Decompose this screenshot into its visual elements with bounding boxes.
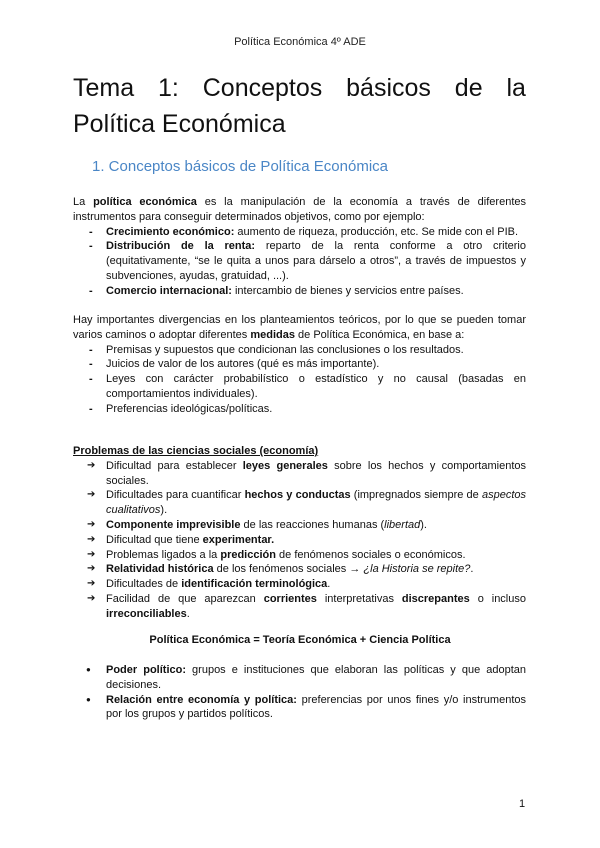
list-item: ● Poder político: grupos e instituciones que elaboran las políticas y que adoptan decisiones. <box>73 663 526 693</box>
list-item: - Comercio internacional: intercambio de bienes y servicios entre países. <box>73 284 526 299</box>
intro-block <box>73 195 526 299</box>
list-item: ➔ Dificultades de identificación terminológica. <box>73 577 526 592</box>
objectives-list <box>73 225 526 299</box>
problems-block <box>73 444 526 622</box>
title-word: básicos <box>346 74 431 102</box>
list-item: ➔ Problemas ligados a la predicción de fenómenos sociales o económicos. <box>73 548 526 563</box>
list-item: ➔ Componente imprevisible de las reacciones humanas (libertad). <box>73 518 526 533</box>
list-item: ➔ Dificultad que tiene experimentar. <box>73 533 526 548</box>
list-item: ● Relación entre economía y política: preferencias por unos fines y/o instrumentos por los grupos y partidos políticos. <box>73 693 526 723</box>
list-item: - Preferencias ideológicas/políticas. <box>73 402 526 417</box>
divergences-block <box>73 313 526 417</box>
page-header: Política Económica 4º ADE <box>234 36 366 48</box>
title-word: de <box>454 74 483 102</box>
list-item: - Leyes con carácter probabilístico o estadístico y no causal (basadas en comportamientos individuales). <box>73 372 526 402</box>
divergences-paragraph: Hay importantes divergencias en los planteamientos teóricos, por lo que se pueden tomar varios caminos o adoptar diferentes medidas de Política Económica, en base a: <box>73 314 526 341</box>
bullets-block <box>73 663 526 722</box>
formula-line: Política Económica = Teoría Económica + Ciencia Política <box>149 634 451 646</box>
list-item: ➔ Dificultades para cuantificar hechos y conductas (impregnados siempre de aspectos cualitativos). <box>73 488 526 518</box>
list-item: - Juicios de valor de los autores (qué es más importante). <box>73 357 526 372</box>
problems-list <box>73 459 526 622</box>
title-line-1 <box>73 70 526 106</box>
divergences-list <box>73 343 526 417</box>
list-item: ➔ Facilidad de que aparezcan corrientes interpretativas discrepantes o incluso irreconciliables. <box>73 592 526 622</box>
section-heading: 1. Conceptos básicos de Política Económica <box>92 158 388 175</box>
title-word: 1: <box>158 74 179 102</box>
page-number: 1 <box>519 798 526 810</box>
list-item: - Crecimiento económico: aumento de riqueza, producción, etc. Se mide con el PIB. <box>73 225 526 240</box>
list-item: ➔ Relatividad histórica de los fenómenos sociales → ¿la Historia se repite?. <box>73 562 526 577</box>
title-word: Tema <box>73 74 135 102</box>
list-item: - Premisas y supuestos que condicionan las conclusiones o los resultados. <box>73 343 526 358</box>
problems-heading: Problemas de las ciencias sociales (economía) <box>73 445 319 457</box>
list-item: - Distribución de la renta: reparto de la renta conforme a otro criterio (equitativamente, “se le quita a unos para dárselo a otros”, a través de impuestos y subvenciones, ayudas, gratuidad, ...). <box>73 239 526 283</box>
list-item: ➔ Dificultad para establecer leyes generales sobre los hechos y comportamientos sociales. <box>73 459 526 489</box>
document-title <box>73 70 526 142</box>
title-word: la <box>506 74 526 102</box>
title-line-2: Política Económica <box>73 110 286 138</box>
title-word: Conceptos <box>202 74 323 102</box>
bullets-list <box>73 663 526 722</box>
intro-paragraph: La política económica es la manipulación de la economía a través de diferentes instrumentos para conseguir determinados objetivos, como por ejemplo: <box>73 196 526 223</box>
